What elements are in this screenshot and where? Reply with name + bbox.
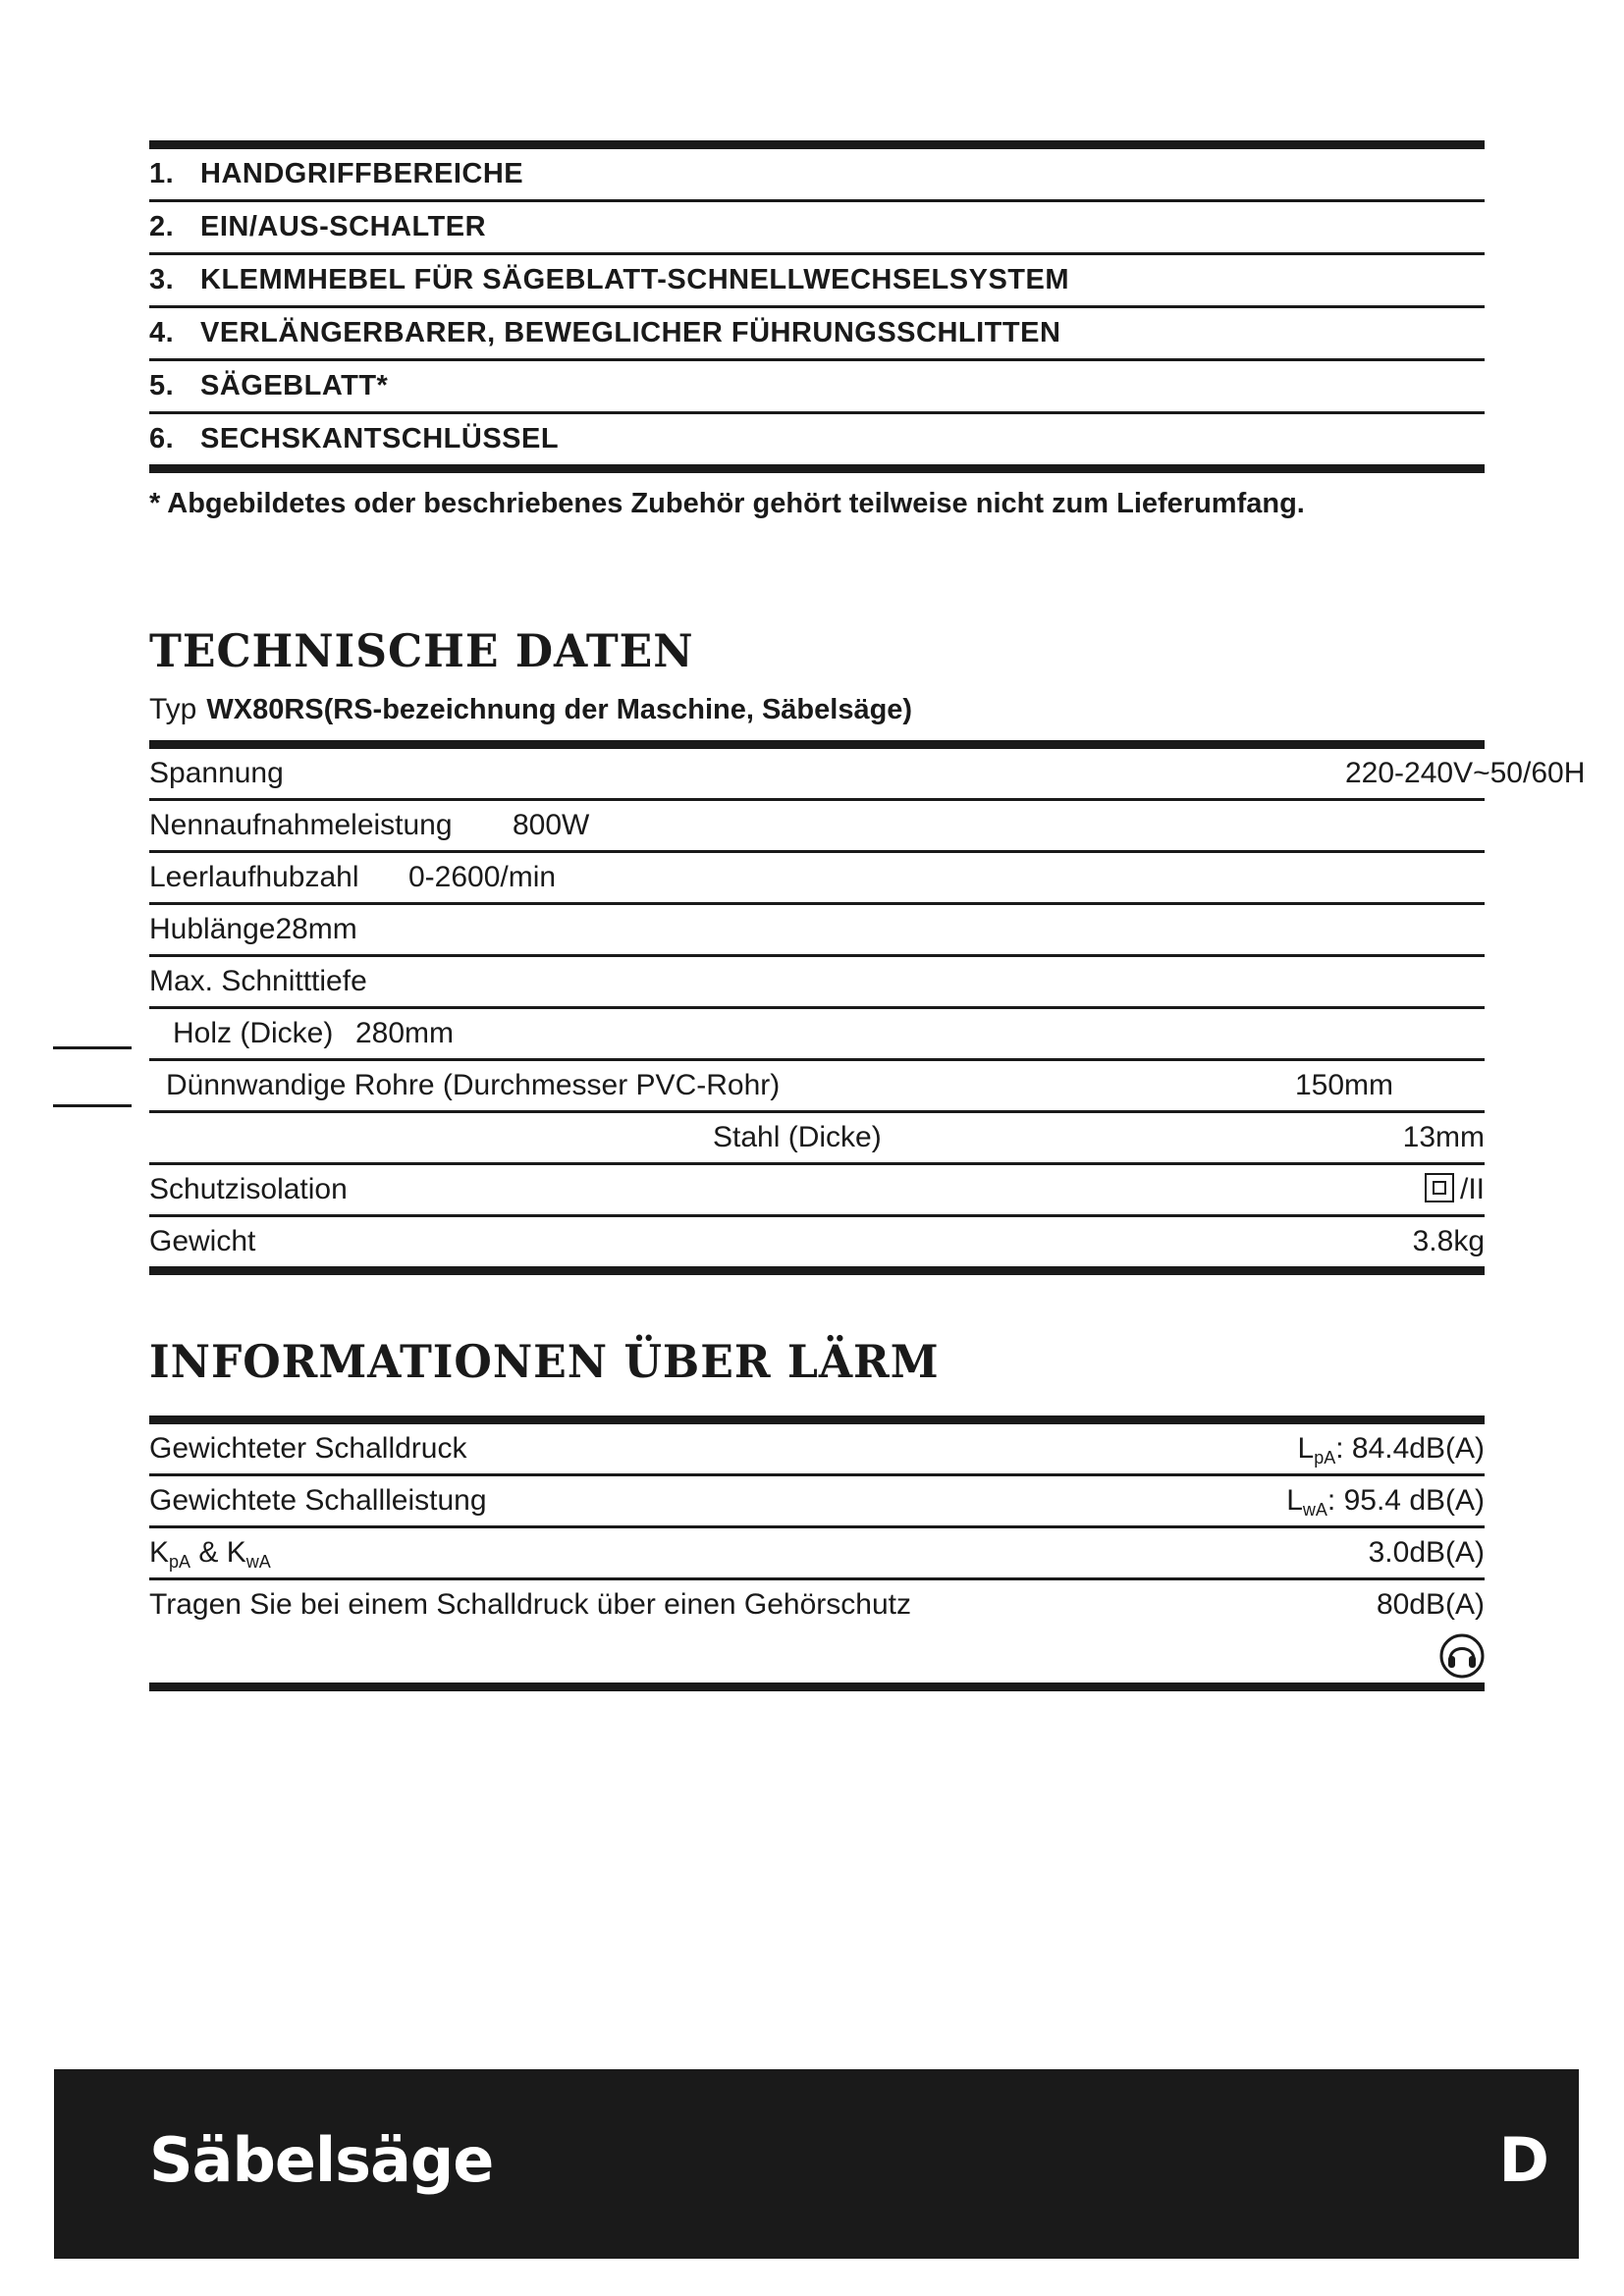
type-line xyxy=(149,693,912,726)
table-row xyxy=(149,1113,1485,1165)
part-number: 6. xyxy=(149,423,175,454)
spec-value: 150mm xyxy=(1295,1069,1394,1101)
noise-label-group xyxy=(149,1536,271,1573)
part-label: KLEMMHEBEL FÜR SÄGEBLATT-SCHNELLWECHSELSYSTEM xyxy=(200,264,1069,295)
tech-data-heading: TECHNISCHE DATEN xyxy=(149,624,694,677)
part-label: SÄGEBLATT* xyxy=(200,370,389,401)
spec-value: 220-240V~50/60H xyxy=(1345,757,1586,789)
symbol: L xyxy=(1286,1484,1303,1517)
part-number: 5. xyxy=(149,370,175,401)
noise-value: 3.0dB(A) xyxy=(1368,1536,1485,1569)
table-row xyxy=(149,957,1485,1009)
noise-value: 80dB(A) xyxy=(1376,1588,1485,1621)
table-row xyxy=(149,801,1485,853)
spec-label: Nennaufnahmeleistung xyxy=(149,809,453,841)
symbol: L xyxy=(1297,1432,1315,1465)
table-row xyxy=(149,1580,1485,1691)
spec-label: Spannung xyxy=(149,757,284,789)
footer-bar xyxy=(54,2069,1579,2259)
part-label: VERLÄNGERBARER, BEWEGLICHER FÜHRUNGSSCHLITTEN xyxy=(200,317,1061,348)
spec-table xyxy=(149,740,1586,1275)
list-item xyxy=(149,308,1485,361)
table-row xyxy=(149,1424,1485,1476)
part-number: 1. xyxy=(149,158,175,189)
part-number: 3. xyxy=(149,264,175,295)
symbol: K xyxy=(149,1536,170,1569)
noise-label: Gewichteter Schalldruck xyxy=(149,1432,467,1465)
ampersand: & xyxy=(190,1536,227,1569)
noise-value-group xyxy=(1298,1432,1485,1468)
spec-label: Dünnwandige Rohre (Durchmesser PVC-Rohr) xyxy=(166,1069,781,1101)
table-row xyxy=(149,749,1586,801)
margin-dash xyxy=(53,1046,132,1049)
table-row xyxy=(149,905,1485,957)
spec-value-group xyxy=(1425,1173,1485,1206)
ear-protection-icon xyxy=(1439,1633,1485,1679)
spec-value: 280mm xyxy=(355,1017,455,1049)
language-code: D xyxy=(1498,2124,1549,2196)
table-row xyxy=(149,1217,1485,1275)
parts-list xyxy=(149,140,1485,473)
table-row xyxy=(149,1528,1485,1580)
spec-label: Max. Schnitttiefe xyxy=(149,965,367,997)
table-row xyxy=(149,853,1485,905)
list-item xyxy=(149,149,1485,202)
part-number: 4. xyxy=(149,317,175,348)
table-row xyxy=(149,1061,1485,1113)
spec-label: Stahl (Dicke) xyxy=(713,1121,882,1153)
spec-label: Schutzisolation xyxy=(149,1173,348,1205)
symbol-subscript: pA xyxy=(1314,1448,1336,1468)
list-item xyxy=(149,255,1485,308)
accessory-footnote: * Abgebildetes oder beschriebenes Zubehör gehört teilweise nicht zum Lieferumfang. xyxy=(149,488,1305,519)
noise-heading: INFORMATIONEN ÜBER LÄRM xyxy=(149,1335,940,1388)
list-item xyxy=(149,361,1485,414)
spec-value: /II xyxy=(1459,1173,1485,1205)
double-insulation-icon xyxy=(1425,1173,1454,1202)
noise-label: Tragen Sie bei einem Schalldruck über einen Gehörschutz xyxy=(149,1588,911,1621)
part-number: 2. xyxy=(149,211,175,242)
symbol-subscript: wA xyxy=(245,1552,271,1572)
noise-label: Gewichtete Schallleistung xyxy=(149,1484,487,1517)
noise-value: : 84.4dB(A) xyxy=(1335,1432,1485,1465)
spec-label: Holz (Dicke) xyxy=(173,1017,334,1049)
table-row xyxy=(149,1476,1485,1528)
footer-title: Säbelsäge xyxy=(149,2124,494,2196)
part-label: SECHSKANTSCHLÜSSEL xyxy=(200,423,560,454)
spec-label: Gewicht xyxy=(149,1225,256,1257)
symbol-subscript: wA xyxy=(1302,1500,1327,1520)
type-value: WX80RS(RS-bezeichnung der Maschine, Säbelsäge) xyxy=(206,694,913,725)
noise-table xyxy=(149,1415,1485,1691)
list-item xyxy=(149,202,1485,255)
part-label: EIN/AUS-SCHALTER xyxy=(200,211,487,242)
noise-value: : 95.4 dB(A) xyxy=(1326,1484,1485,1517)
type-label: Typ xyxy=(149,693,197,725)
spec-value: 800W xyxy=(513,809,590,841)
spec-label: Hublänge28mm xyxy=(149,913,357,945)
symbol-subscript: pA xyxy=(169,1552,191,1572)
spec-value: 13mm xyxy=(1402,1121,1485,1153)
spec-label: Leerlaufhubzahl xyxy=(149,861,359,893)
symbol: K xyxy=(226,1536,246,1569)
table-row xyxy=(149,1009,1485,1061)
noise-value-group xyxy=(1286,1484,1485,1521)
table-row xyxy=(149,1165,1485,1217)
margin-dash xyxy=(53,1104,132,1107)
spec-value: 0-2600/min xyxy=(408,861,557,893)
spec-value: 3.8kg xyxy=(1412,1225,1485,1257)
list-item xyxy=(149,414,1485,473)
part-label: HANDGRIFFBEREICHE xyxy=(200,158,524,189)
